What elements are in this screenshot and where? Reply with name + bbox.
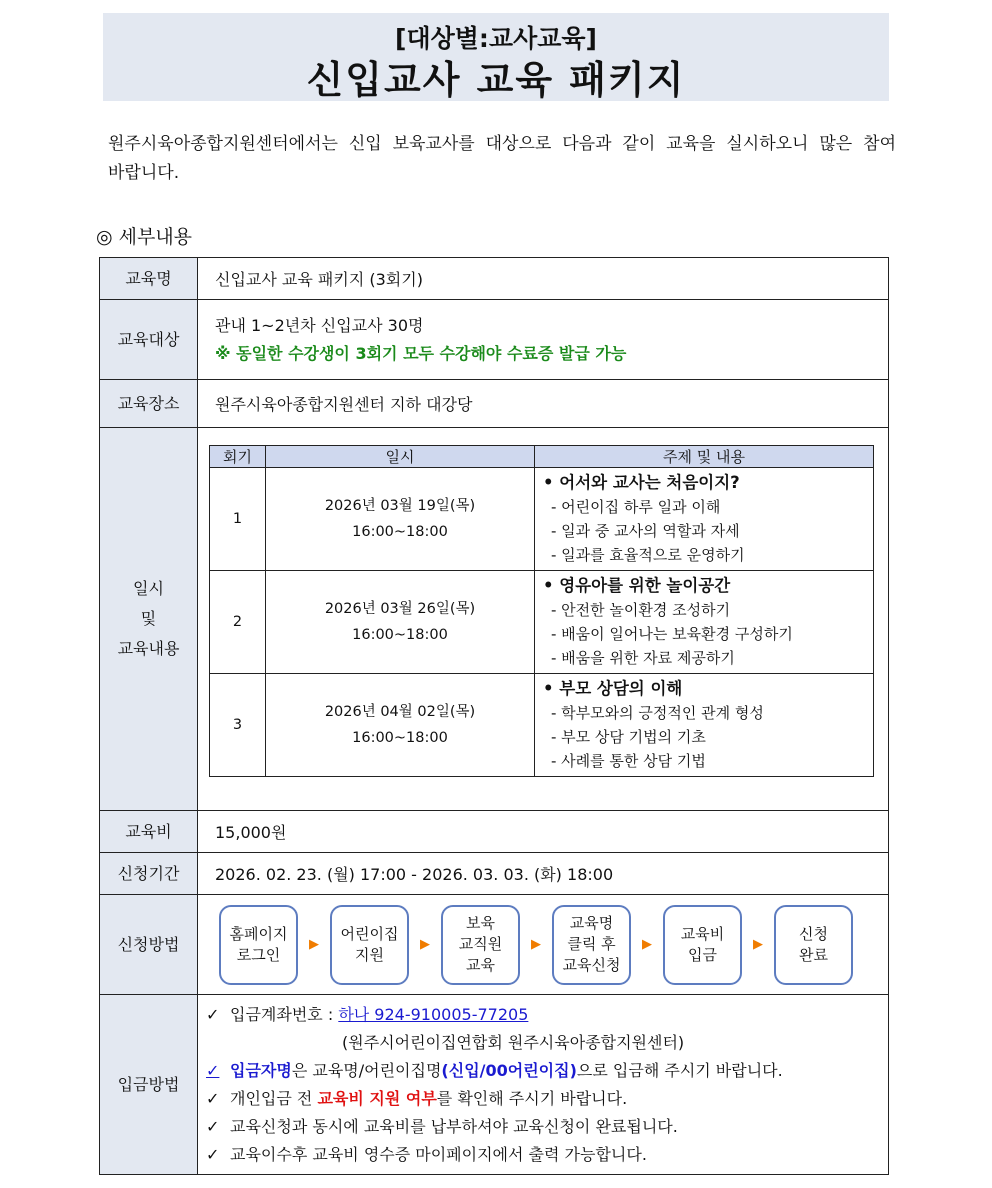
schedule-row: [210, 468, 874, 571]
page-title: 신입교사 교육 패키지: [306, 58, 686, 102]
check-icon: ✓: [206, 1004, 220, 1024]
payment-cell: [198, 995, 889, 1175]
account-number: 하나 924-910005-77205: [338, 1004, 529, 1024]
row-method: [100, 895, 889, 995]
session-number: 2: [210, 571, 266, 674]
arrow-right-icon: ▶: [642, 937, 652, 952]
session-datetime: 2026년 03월 26일(목) 16:00~18:00: [266, 571, 535, 674]
check-icon: ✓: [206, 1116, 220, 1136]
payment-personal-line: ✓ 개인입금 전 교육비 지원 여부를 확인해 주시기 바랍니다.: [202, 1085, 888, 1113]
flow-step-apply: 교육명 클릭 후 교육신청: [552, 905, 631, 985]
session-topic: • 부모 상담의 이해 - 학부모와의 긍정적인 관계 형성 - 부모 상담 기법의 기초 - 사례를 통한 상담 기법: [535, 674, 874, 777]
row-name: [100, 258, 889, 300]
intro-text: 원주시육아종합지원센터에서는 신입 보육교사를 대상으로 다음과 같이 교육을 실시하오니 많은 참여바랍니다.: [108, 134, 896, 183]
value-name: 신입교사 교육 패키지 (3회기): [198, 258, 889, 300]
account-holder: (원주시어린이집연합회 원주시육아종합지원센터): [342, 1032, 685, 1052]
label-method: 신청방법: [100, 895, 198, 995]
session-topic: • 영유아를 위한 놀이공간 - 안전한 놀이환경 조성하기 - 배움이 일어나는 보육환경 구성하기 - 배움을 위한 자료 제공하기: [535, 571, 874, 674]
value-fee: 15,000원: [198, 811, 889, 853]
row-period: [100, 853, 889, 895]
flow-step-support: 어린이집 지원: [330, 905, 409, 985]
schedule-table: [209, 445, 874, 777]
check-icon: ✓: [206, 1088, 220, 1108]
method-flow-cell: [198, 895, 889, 995]
arrow-right-icon: ▶: [753, 937, 763, 952]
target-text: 관내 1~2년차 신입교사 30명: [215, 315, 424, 335]
flow-step-payment: 교육비 입금: [663, 905, 742, 985]
row-fee: [100, 811, 889, 853]
target-note: ※ 동일한 수강생이 3회기 모두 수강해야 수료증 발급 가능: [215, 343, 627, 363]
session-number: 3: [210, 674, 266, 777]
schedule-header-topic: 주제 및 내용: [535, 446, 874, 468]
value-place: 원주시육아종합지원센터 지하 대강당: [198, 380, 889, 428]
title-banner: [103, 13, 889, 101]
session-number: 1: [210, 468, 266, 571]
check-icon: ✓: [206, 1144, 220, 1164]
label-period: 신청기간: [100, 853, 198, 895]
payment-depositor-line: ✓ 입금자명은 교육명/어린이집명(신입/00어린이집)으로 입금해 주시기 바랍니다.: [202, 1057, 888, 1085]
payment-completion-line: ✓ 교육신청과 동시에 교육비를 납부하셔야 교육신청이 완료됩니다.: [202, 1113, 888, 1141]
page-subtitle: [대상별:교사교육]: [395, 24, 597, 53]
row-target: [100, 300, 889, 380]
application-flow: [215, 905, 888, 985]
schedule-row: [210, 571, 874, 674]
arrow-right-icon: ▶: [420, 937, 430, 952]
value-period: 2026. 02. 23. (월) 17:00 - 2026. 03. 03. (화) 18:00: [198, 853, 889, 895]
session-datetime: 2026년 04월 02일(목) 16:00~18:00: [266, 674, 535, 777]
arrow-right-icon: ▶: [531, 937, 541, 952]
label-name: 교육명: [100, 258, 198, 300]
section-heading: ◎ 세부내용: [96, 226, 193, 248]
schedule-cell: [198, 428, 889, 811]
flow-step-complete: 신청 완료: [774, 905, 853, 985]
row-place: [100, 380, 889, 428]
details-table: [99, 257, 889, 1175]
flow-step-login: 홈페이지 로그인: [219, 905, 298, 985]
session-datetime: 2026년 03월 19일(목) 16:00~18:00: [266, 468, 535, 571]
check-icon: ✓: [206, 1060, 220, 1080]
label-fee: 교육비: [100, 811, 198, 853]
payment-account-line: ✓ 입금계좌번호 : 하나 924-910005-77205: [202, 1001, 888, 1029]
schedule-header-date: 일시: [266, 446, 535, 468]
row-schedule: [100, 428, 889, 811]
label-schedule: 일시 및 교육내용: [100, 428, 198, 811]
arrow-right-icon: ▶: [309, 937, 319, 952]
flow-step-staff-education: 보육 교직원 교육: [441, 905, 520, 985]
label-payment: 입금방법: [100, 995, 198, 1175]
row-payment: [100, 995, 889, 1175]
label-place: 교육장소: [100, 380, 198, 428]
label-target: 교육대상: [100, 300, 198, 380]
session-topic: • 어서와 교사는 처음이지? - 어린이집 하루 일과 이해 - 일과 중 교사의 역할과 자세 - 일과를 효율적으로 운영하기: [535, 468, 874, 571]
schedule-header-session: 회기: [210, 446, 266, 468]
value-target: [198, 300, 889, 380]
schedule-row: [210, 674, 874, 777]
payment-receipt-line: ✓ 교육이수후 교육비 영수증 마이페이지에서 출력 가능합니다.: [202, 1141, 888, 1169]
